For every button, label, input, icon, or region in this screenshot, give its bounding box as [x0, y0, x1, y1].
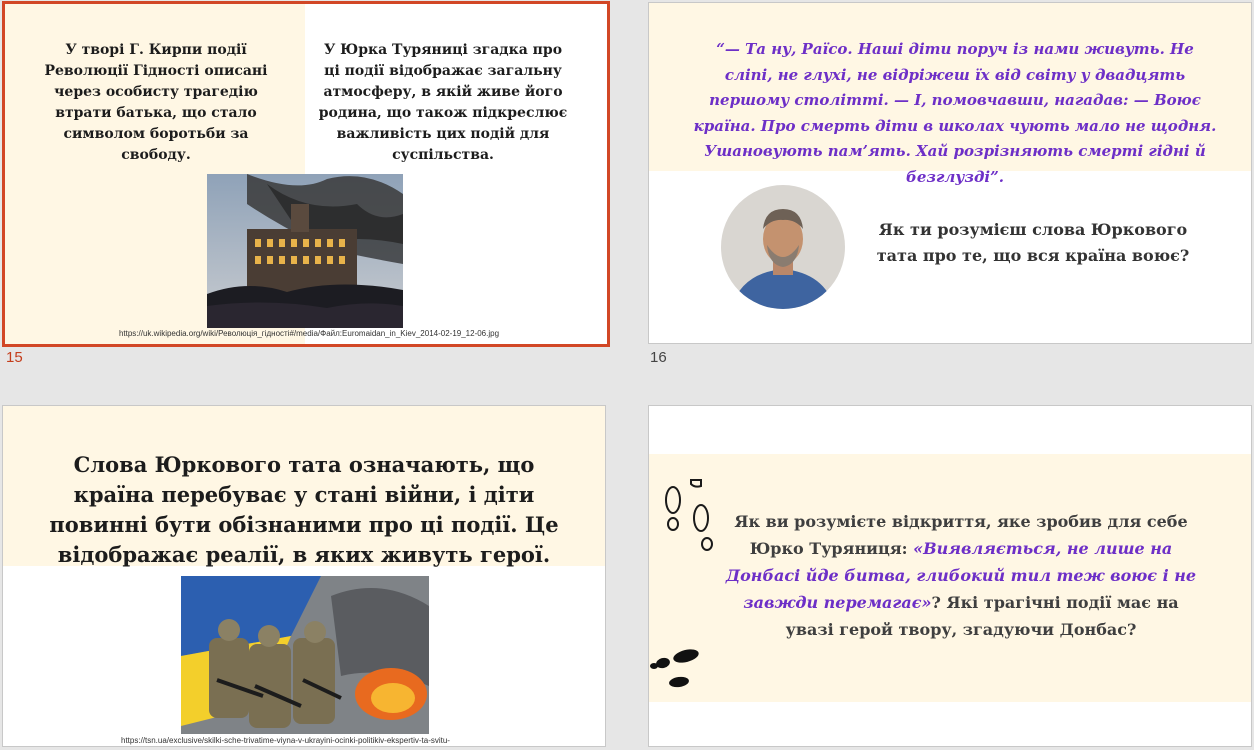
footprints-icon — [661, 478, 721, 558]
slide-number-15: 15 — [6, 349, 23, 366]
footprints-bottom-icon — [649, 644, 711, 692]
slide-thumbnail-17[interactable] — [2, 405, 606, 747]
slide16-question: Як ти розумієш слова Юркового тата про те, що вся країна воює? — [876, 220, 1190, 265]
slide15-image-url: https://uk.wikipedia.org/wiki/Революція_гідності#/media/Файл:Euromaidan_in_Kiev_2014-02-19_12-06.jpg — [118, 329, 500, 338]
slide-thumbnail-16[interactable] — [648, 2, 1252, 344]
soldiers-photo — [181, 576, 429, 734]
slide-thumbnail-15[interactable] — [2, 1, 610, 347]
slide17-text: Слова Юркового тата означають, що країна перебуває у стані війни, і діти повинні бути обізнаними про ці події. Це відображає реалії, в яких живуть герої. — [49, 452, 559, 567]
slide-thumbnail-18[interactable] — [648, 405, 1252, 747]
author-photo — [721, 185, 845, 309]
maidan-photo — [207, 174, 403, 328]
slide18-question-quote: «Виявляється, не лише на Донбасі йде битва, глибокий тил теж воює і не завжди перемагає» — [725, 539, 1197, 612]
slide15-text-right: У Юрка Туряниці згадка про ці події відображає загальну атмосферу, в якій живе його родина, що також підкреслює важливість цих подій для суспільства. — [318, 42, 568, 163]
slide15-text-left: У творі Г. Кирпи події Революції Гідності описані через особисту трагедію втрати батька, що стало символом боротьби за свободу. — [44, 42, 268, 163]
slide18-question-part2: ? Які трагічні події має на увазі герой твору, згадуючи Донбас? — [785, 593, 1179, 639]
slide16-quote: “— Та ну, Раїсо. Наші діти поруч із нами живуть. Не сліпі, не глухі, не відріжеш їх від світу у двадцять першому столітті. — І, помовчавши, нагадав: — Воює країна. Про смерть діти в школах чують мало не щодня. Ушановують пам’ять. Хай розрізняють смерті гідні й безглузді”. — [693, 40, 1217, 186]
slide-number-16: 16 — [650, 349, 667, 366]
slide17-image-url: https://tsn.ua/exclusive/skilki-sche-trivatime-viyna-v-ukrayini-ocinki-politikiv-ekspertiv-ta-svitu- — [121, 736, 450, 745]
slide18-question-part1: Як ви розумієте відкриття, яке зробив для себе Юрко Туряниця: — [734, 512, 1188, 558]
slide18-question — [721, 508, 1201, 643]
